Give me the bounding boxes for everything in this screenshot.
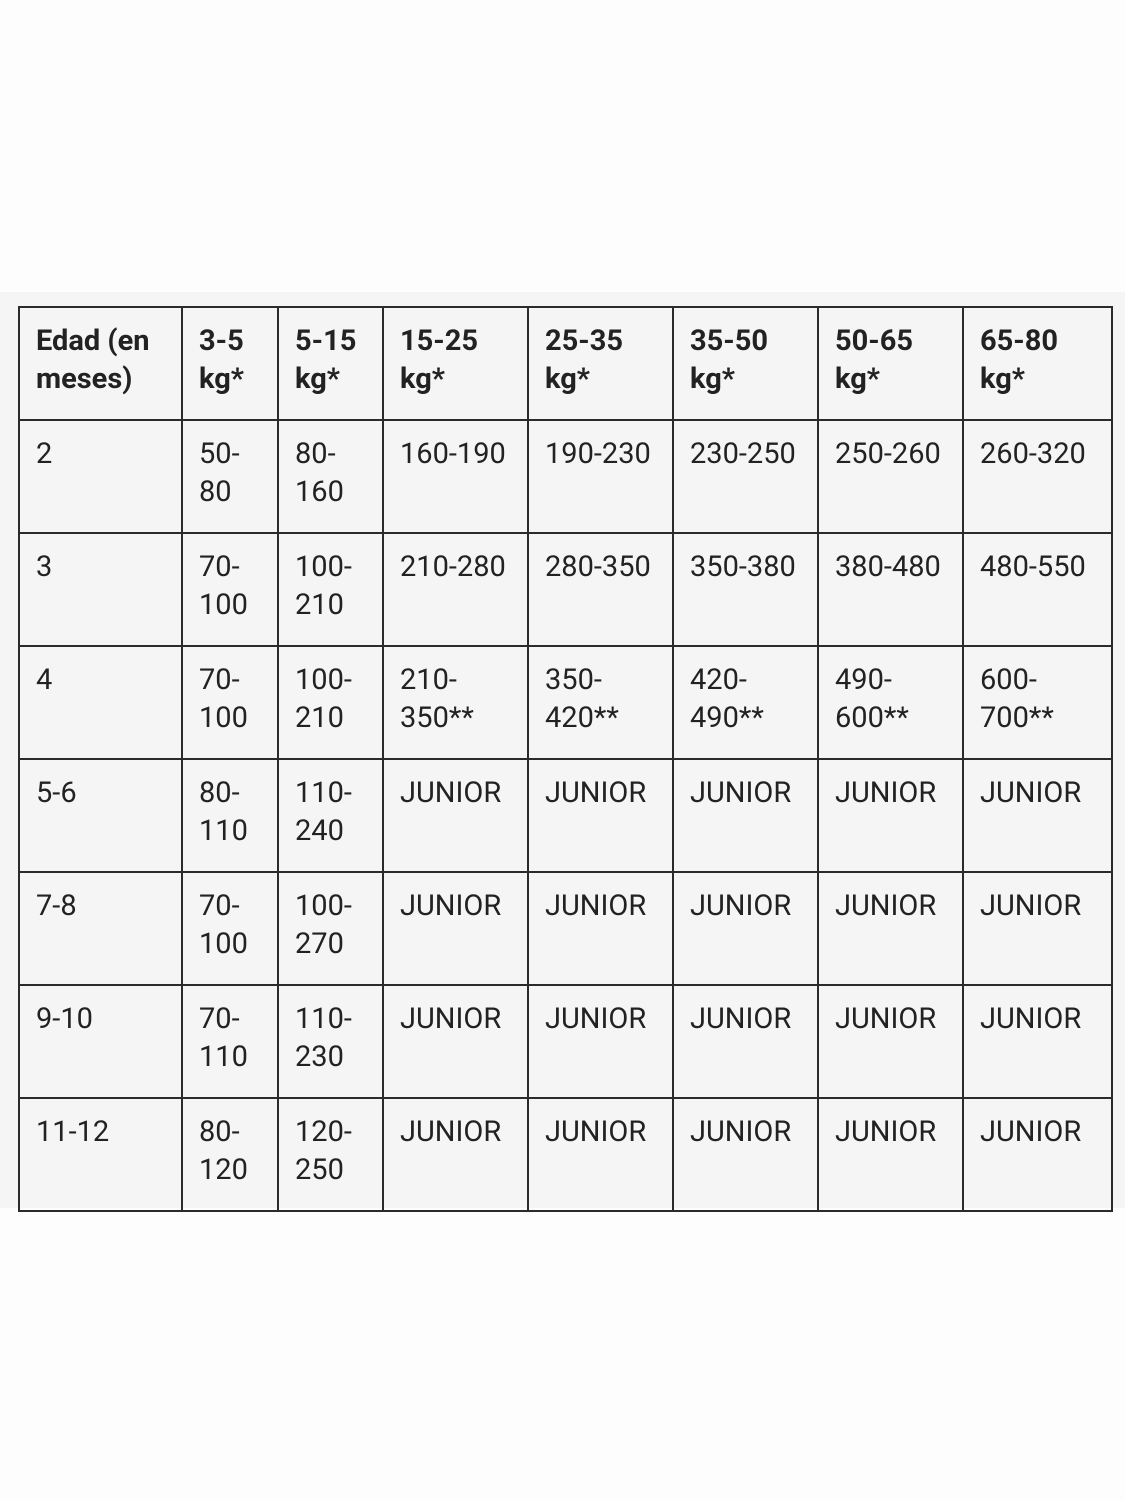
header-line: 65-80 (980, 324, 1058, 358)
cell-line: 3 (36, 550, 53, 584)
cell-line: 120- (295, 1115, 352, 1149)
cell-line: 4 (36, 663, 53, 697)
cell-line: 350- (545, 663, 602, 697)
dose-cell (528, 985, 673, 1098)
cell-line: 210 (295, 701, 344, 735)
dose-cell (278, 533, 383, 646)
cell-line: 160-190 (400, 437, 506, 471)
dose-cell (528, 420, 673, 533)
dose-cell (383, 985, 528, 1098)
header-line: 5-15 (295, 324, 357, 358)
cell-line: 480-550 (980, 550, 1086, 584)
table-panel (0, 292, 1125, 1208)
table-row (19, 646, 1112, 759)
dose-cell (818, 759, 963, 872)
dose-cell (182, 533, 278, 646)
cell-line: 80- (199, 776, 240, 810)
dose-cell (673, 872, 818, 985)
age-cell (19, 759, 182, 872)
dose-cell (182, 646, 278, 759)
header-line: 50-65 (835, 324, 913, 358)
dose-cell (673, 420, 818, 533)
cell-line: 5-6 (36, 776, 77, 810)
table-row (19, 1098, 1112, 1211)
header-line: kg* (295, 362, 340, 396)
header-cell-25-35kg (528, 307, 673, 420)
dose-cell (182, 872, 278, 985)
cell-line: 260-320 (980, 437, 1086, 471)
age-cell (19, 872, 182, 985)
cell-line: 210-280 (400, 550, 506, 584)
cell-line: 230 (295, 1040, 344, 1074)
cell-line: 700** (980, 701, 1054, 735)
cell-line: 190-230 (545, 437, 651, 471)
cell-line: JUNIOR (980, 1002, 1082, 1036)
table-row (19, 420, 1112, 533)
cell-line: 100 (199, 701, 248, 735)
cell-line: 9-10 (36, 1002, 93, 1036)
cell-line: 420- (690, 663, 747, 697)
cell-line: JUNIOR (400, 1002, 502, 1036)
table-row (19, 985, 1112, 1098)
cell-line: 280-350 (545, 550, 651, 584)
dose-cell (182, 985, 278, 1098)
cell-line: 350** (400, 701, 474, 735)
dose-cell (528, 759, 673, 872)
cell-line: 110 (199, 814, 248, 848)
header-line: kg* (199, 362, 244, 396)
cell-line: 50- (199, 437, 240, 471)
dose-cell (963, 985, 1112, 1098)
cell-line: JUNIOR (690, 1002, 792, 1036)
cell-line: JUNIOR (545, 776, 647, 810)
dose-cell (278, 646, 383, 759)
cell-line: 600** (835, 701, 909, 735)
cell-line: 210- (400, 663, 457, 697)
dose-cell (818, 1098, 963, 1211)
dose-cell (963, 646, 1112, 759)
cell-line: 270 (295, 927, 344, 961)
header-cell-3-5kg (182, 307, 278, 420)
header-line: kg* (980, 362, 1025, 396)
dose-cell (383, 420, 528, 533)
header-cell-65-80kg (963, 307, 1112, 420)
cell-line: 70- (199, 550, 240, 584)
header-line: Edad (en (36, 324, 150, 358)
cell-line: JUNIOR (835, 1115, 937, 1149)
cell-line: 110- (295, 776, 352, 810)
dose-cell (963, 533, 1112, 646)
dose-cell (182, 759, 278, 872)
cell-line: JUNIOR (400, 776, 502, 810)
dose-cell (963, 759, 1112, 872)
dose-cell (673, 533, 818, 646)
header-cell-50-65kg (818, 307, 963, 420)
cell-line: 80 (199, 475, 232, 509)
cell-line: 240 (295, 814, 344, 848)
cell-line: JUNIOR (545, 889, 647, 923)
age-cell (19, 646, 182, 759)
dose-cell (383, 646, 528, 759)
header-line: 35-50 (690, 324, 768, 358)
dose-cell (528, 533, 673, 646)
cell-line: JUNIOR (835, 889, 937, 923)
dose-cell (278, 420, 383, 533)
cell-line: 110 (199, 1040, 248, 1074)
dose-cell (383, 759, 528, 872)
cell-line: 600- (980, 663, 1037, 697)
cell-line: 70- (199, 1002, 240, 1036)
cell-line: 250 (295, 1153, 344, 1187)
age-cell (19, 1098, 182, 1211)
dose-cell (528, 872, 673, 985)
header-line: kg* (835, 362, 880, 396)
cell-line: 100- (295, 663, 352, 697)
dose-cell (528, 1098, 673, 1211)
header-cell-15-25kg (383, 307, 528, 420)
cell-line: JUNIOR (690, 776, 792, 810)
table-row (19, 533, 1112, 646)
cell-line: 11-12 (36, 1115, 110, 1149)
cell-line: 100- (295, 889, 352, 923)
cell-line: 380-480 (835, 550, 941, 584)
header-line: kg* (690, 362, 735, 396)
header-line: 3-5 (199, 324, 244, 358)
age-cell (19, 420, 182, 533)
header-line: kg* (400, 362, 445, 396)
cell-line: 100- (295, 550, 352, 584)
cell-line: JUNIOR (400, 1115, 502, 1149)
cell-line: JUNIOR (690, 1115, 792, 1149)
cell-line: 350-380 (690, 550, 796, 584)
dose-cell (963, 1098, 1112, 1211)
age-cell (19, 533, 182, 646)
cell-line: 490** (690, 701, 764, 735)
dose-cell (278, 1098, 383, 1211)
cell-line: 160 (295, 475, 344, 509)
dose-cell (818, 420, 963, 533)
table-body (19, 420, 1112, 1211)
cell-line: JUNIOR (545, 1115, 647, 1149)
cell-line: 100 (199, 927, 248, 961)
feeding-table (18, 306, 1113, 1212)
header-line: meses) (36, 362, 133, 396)
header-cell-5-15kg (278, 307, 383, 420)
cell-line: 70- (199, 889, 240, 923)
dose-cell (383, 533, 528, 646)
cell-line: 110- (295, 1002, 352, 1036)
header-line: kg* (545, 362, 590, 396)
dose-cell (818, 985, 963, 1098)
cell-line: 120 (199, 1153, 248, 1187)
dose-cell (182, 1098, 278, 1211)
dose-cell (673, 1098, 818, 1211)
dose-cell (383, 1098, 528, 1211)
header-line: 15-25 (400, 324, 478, 358)
table-row (19, 759, 1112, 872)
dose-cell (278, 759, 383, 872)
dose-cell (528, 646, 673, 759)
cell-line: JUNIOR (835, 776, 937, 810)
dose-cell (673, 646, 818, 759)
dose-cell (673, 985, 818, 1098)
cell-line: JUNIOR (400, 889, 502, 923)
dose-cell (818, 533, 963, 646)
header-line: 25-35 (545, 324, 623, 358)
cell-line: 100 (199, 588, 248, 622)
header-cell-age (19, 307, 182, 420)
cell-line: JUNIOR (980, 889, 1082, 923)
cell-line: JUNIOR (980, 1115, 1082, 1149)
cell-line: JUNIOR (545, 1002, 647, 1036)
header-cell-35-50kg (673, 307, 818, 420)
cell-line: 2 (36, 437, 53, 471)
cell-line: 490- (835, 663, 892, 697)
dose-cell (818, 872, 963, 985)
cell-line: 80- (295, 437, 336, 471)
cell-line: 7-8 (36, 889, 77, 923)
cell-line: 80- (199, 1115, 240, 1149)
cell-line: JUNIOR (690, 889, 792, 923)
dose-cell (963, 420, 1112, 533)
cell-line: 230-250 (690, 437, 796, 471)
header-row (19, 307, 1112, 420)
age-cell (19, 985, 182, 1098)
cell-line: JUNIOR (980, 776, 1082, 810)
cell-line: JUNIOR (835, 1002, 937, 1036)
dose-cell (673, 759, 818, 872)
dose-cell (278, 872, 383, 985)
dose-cell (963, 872, 1112, 985)
cell-line: 250-260 (835, 437, 941, 471)
cell-line: 210 (295, 588, 344, 622)
dose-cell (182, 420, 278, 533)
cell-line: 420** (545, 701, 619, 735)
dose-cell (278, 985, 383, 1098)
table-row (19, 872, 1112, 985)
dose-cell (383, 872, 528, 985)
dose-cell (818, 646, 963, 759)
cell-line: 70- (199, 663, 240, 697)
